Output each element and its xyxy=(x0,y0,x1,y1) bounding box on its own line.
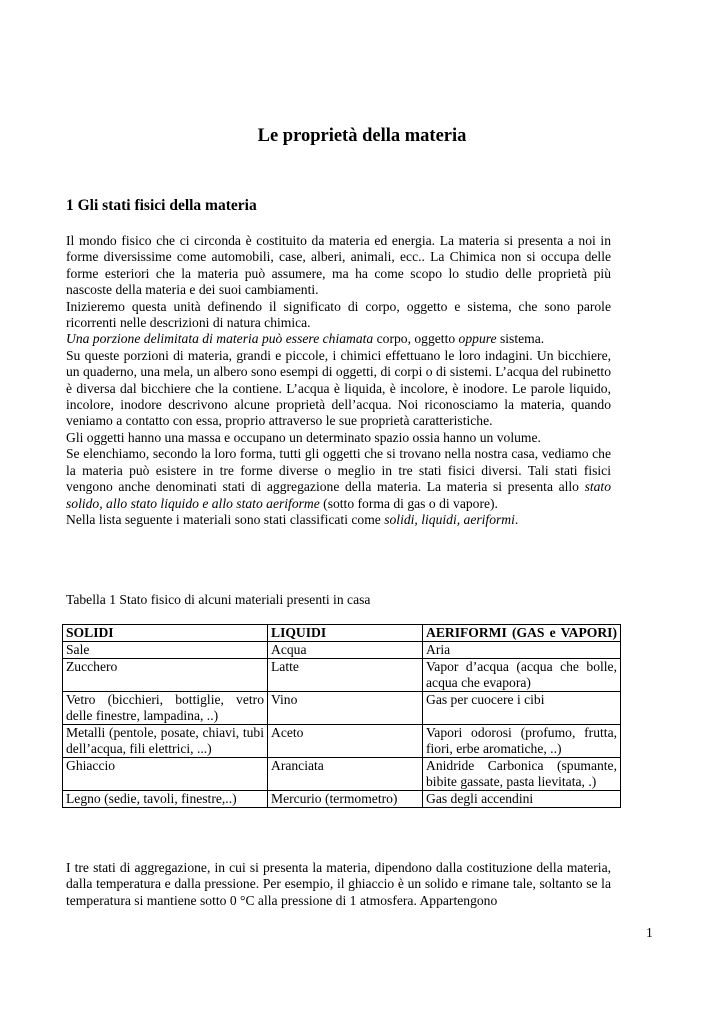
table-cell: Aranciata xyxy=(268,758,423,791)
page-title: Le proprietà della materia xyxy=(257,126,467,146)
column-header-gases: AERIFORMI (GAS e VAPORI) xyxy=(423,625,621,642)
table-cell: Vapori odorosi (profumo, frutta, fiori, erbe aromatiche, ..) xyxy=(423,725,621,758)
table-cell: Metalli (pentole, posate, chiavi, tubi dell’acqua, fili elettrici, ...) xyxy=(63,725,268,758)
table-cell: Zucchero xyxy=(63,659,268,692)
table-caption: Tabella 1 Stato fisico di alcuni materiali presenti in casa xyxy=(66,592,371,607)
paragraph-text: Nella lista seguente i materiali sono stati classificati come xyxy=(66,511,385,527)
paragraph-text: corpo, oggetto xyxy=(373,331,459,347)
table-cell: Gas per cuocere i cibi xyxy=(423,692,621,725)
table-cell: Aceto xyxy=(268,725,423,758)
paragraph xyxy=(66,446,611,512)
table-cell: Vetro (bicchieri, bottiglie, vetro delle finestre, lampadina, ..) xyxy=(63,692,268,725)
table-cell: Legno (sedie, tavoli, finestre,..) xyxy=(63,791,268,808)
paragraph: I tre stati di aggregazione, in cui si presenta la materia, dipendono dalla costituzione della materia, dalla temperatura e dalla pressione. Per esempio, il ghiaccio è un solido e rimane tale, soltanto se la temperatura si mantiene sotto 0 °C alla pressione di 1 atmosfera. Appartengono xyxy=(66,860,611,908)
table-row xyxy=(63,725,621,758)
materials-table xyxy=(62,624,621,808)
section-heading: 1 Gli stati fisici della materia xyxy=(66,197,257,214)
table-header-row xyxy=(63,625,621,642)
paragraph: Gli oggetti hanno una massa e occupano un determinato spazio ossia hanno un volume. xyxy=(66,429,541,445)
paragraph-text: . xyxy=(514,511,519,527)
column-header-liquids: LIQUIDI xyxy=(268,625,423,642)
paragraph: Il mondo fisico che ci circonda è costituito da materia ed energia. La materia si presenta a noi in forme diversissime come automobili, case, alberi, animali, ecc.. La Chimica non si occupa delle forme esteriori che la materia può assumere, ma ha come scopo lo studio delle proprietà più nascoste della materia e dei suoi cambiamenti. xyxy=(66,233,611,298)
table-cell: Ghiaccio xyxy=(63,758,268,791)
paragraph xyxy=(66,331,611,347)
intro-text xyxy=(66,233,611,528)
italic-text: oppure xyxy=(458,331,497,347)
table-cell: Gas degli accendini xyxy=(423,791,621,808)
table-cell: Vapor d’acqua (acqua che bolle, acqua che evapora) xyxy=(423,659,621,692)
column-header-solids: SOLIDI xyxy=(63,625,268,642)
table-cell: Mercurio (termometro) xyxy=(268,791,423,808)
paragraph-text: sistema. xyxy=(496,331,545,347)
table-cell: Aria xyxy=(423,642,621,659)
table-cell: Latte xyxy=(268,659,423,692)
page-number: 1 xyxy=(646,925,653,940)
paragraph xyxy=(66,512,611,528)
paragraph: Inizieremo questa unità definendo il significato di corpo, oggetto e sistema, che sono parole ricorrenti nelle descrizioni di natura chimica. xyxy=(66,298,611,331)
table-row xyxy=(63,642,621,659)
table-row xyxy=(63,659,621,692)
table-row xyxy=(63,692,621,725)
paragraph-text: Se elenchiamo, secondo la loro forma, tutti gli oggetti che si trovano nella nostra casa, vediamo che la materia può esistere in tre forme diverse o meglio in tre stati fisici diversi. Tali stati fisici vengono anche denominati stati di aggregazione della materia. La materia si presenta allo xyxy=(66,446,611,495)
closing-text xyxy=(66,860,611,909)
table-cell: Acqua xyxy=(268,642,423,659)
table-row xyxy=(63,791,621,808)
table-row xyxy=(63,758,621,791)
italic-text: Una porzione delimitata di materia può essere chiamata xyxy=(66,331,374,347)
table-cell: Anidride Carbonica (spumante, bibite gassate, pasta lievitata, .) xyxy=(423,758,621,791)
paragraph-text: (sotto forma di gas o di vapore). xyxy=(319,495,498,511)
paragraph: Su queste porzioni di materia, grandi e piccole, i chimici effettuano le loro indagini. Un bicchiere, un quaderno, una mela, un albero sono esempi di oggetti, di corpi o di sistemi. L’acqua del rubinetto è diversa dal bicchiere che la contiene. L’acqua è liquida, è incolore, è inodore. Le parole liquido, incolore, inodore descrivono alcune proprietà dell’acqua. Noi riconosciamo la materia, quando veniamo a contatto con essa, proprio attraverso le sue proprietà caratteristiche. xyxy=(66,347,612,429)
italic-text: stato solido, allo stato liquido e allo stato aeriforme xyxy=(66,479,611,511)
table-cell: Vino xyxy=(268,692,423,725)
table-cell: Sale xyxy=(63,642,268,659)
italic-text: solidi, liquidi, aeriformi xyxy=(384,511,515,527)
